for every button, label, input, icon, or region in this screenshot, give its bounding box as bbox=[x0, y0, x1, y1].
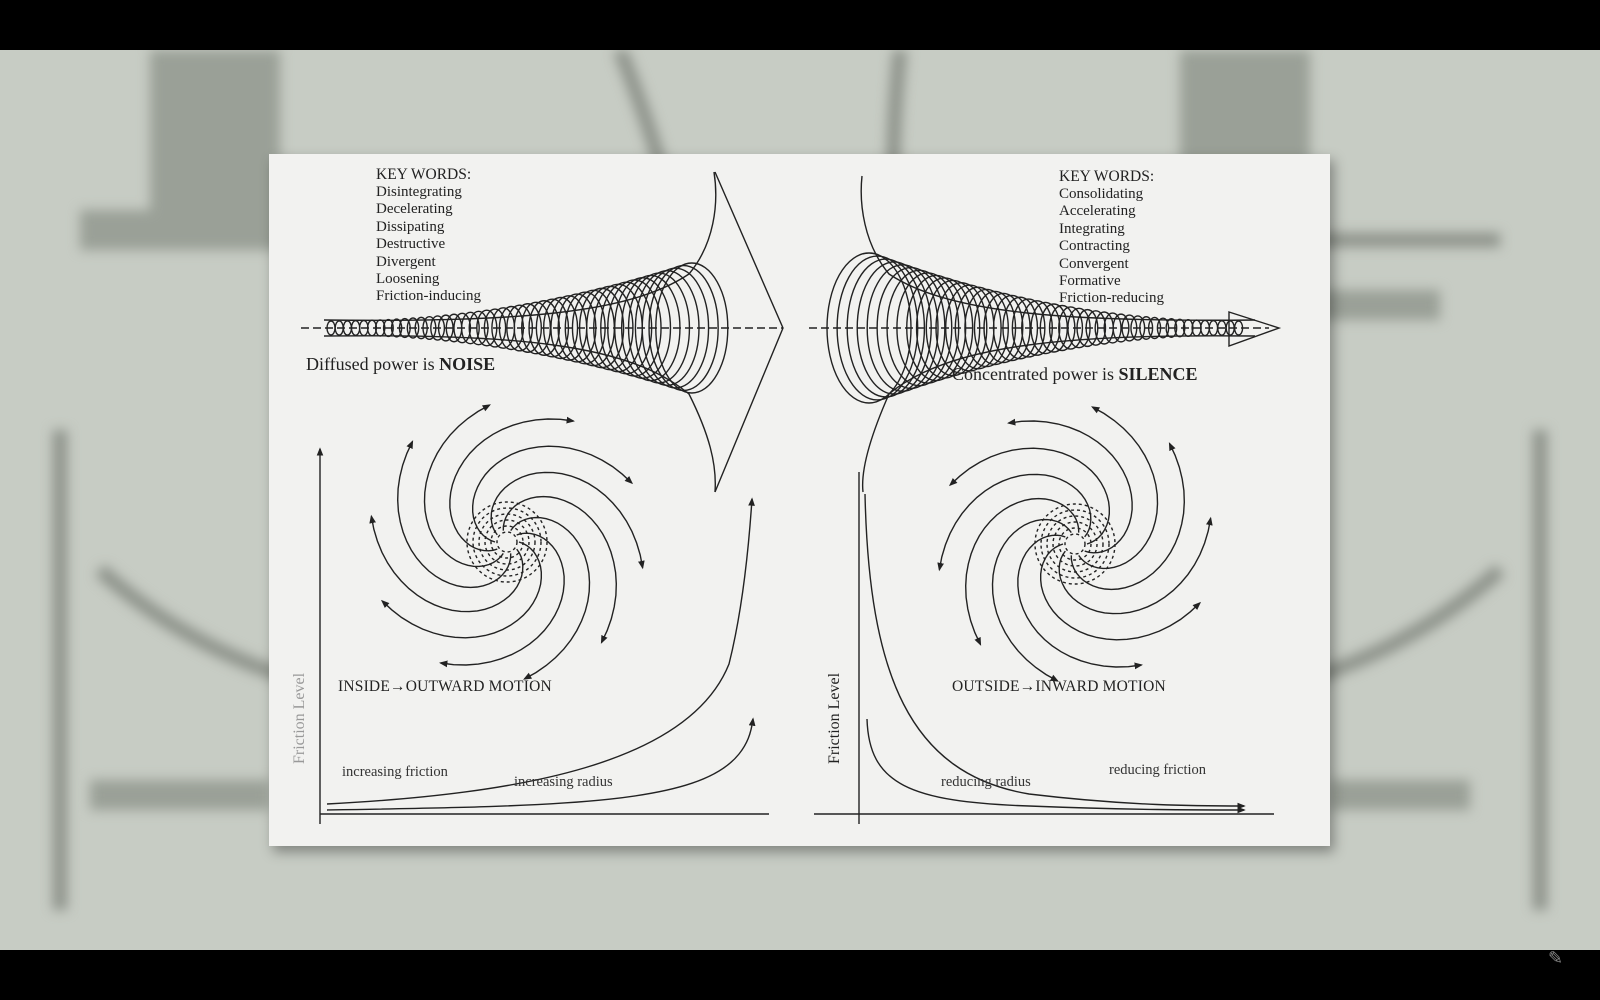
right-curve-label-friction: reducing friction bbox=[1109, 762, 1207, 778]
left-motion-label: INSIDE→OUTWARD MOTION bbox=[338, 678, 552, 695]
right-arrowhead bbox=[1229, 312, 1279, 346]
right-keywords-list bbox=[1059, 186, 1164, 308]
left-spiral-arm bbox=[450, 419, 573, 551]
left-spiral-arm bbox=[371, 516, 522, 611]
right-spiral-arm bbox=[1041, 544, 1200, 640]
left-keyword: Disintegrating bbox=[376, 184, 462, 200]
left-spiral-core-ring bbox=[497, 532, 517, 552]
right-spiral-arm bbox=[1059, 518, 1210, 613]
right-motion-label: OUTSIDE→INWARD MOTION bbox=[952, 678, 1166, 695]
right-spiral-core-ring bbox=[1041, 510, 1109, 578]
left-curve-friction bbox=[327, 499, 752, 804]
right-spiral-arm bbox=[966, 499, 1079, 645]
right-trumpet-lower bbox=[863, 336, 1255, 492]
left-caption bbox=[306, 354, 495, 375]
left-keyword: Friction-inducing bbox=[376, 288, 481, 305]
right-curve-radius bbox=[865, 494, 1244, 806]
left-spiral-arm bbox=[473, 446, 632, 542]
left-spiral-core-ring bbox=[479, 514, 535, 570]
right-caption-prefix: Concentrated power is bbox=[952, 364, 1119, 384]
left-keywords-title: KEY WORDS: bbox=[376, 166, 472, 183]
left-spiral-core-ring bbox=[491, 526, 523, 558]
right-spiral-core-ring bbox=[1059, 528, 1091, 560]
right-spiral-arm bbox=[939, 474, 1090, 569]
right-spiral-core-ring bbox=[1047, 516, 1103, 572]
left-spiral-arm bbox=[503, 497, 616, 643]
right-keyword: Formative bbox=[1059, 273, 1121, 290]
left-coil-loop bbox=[649, 266, 718, 391]
right-keywords-title: KEY WORDS: bbox=[1059, 168, 1155, 185]
left-caption-bold: NOISE bbox=[439, 354, 496, 374]
left-keyword: Destructive bbox=[376, 236, 446, 253]
left-spiral-arm bbox=[382, 542, 541, 638]
right-inward-spiral bbox=[939, 407, 1210, 681]
right-caption-bold: SILENCE bbox=[1118, 364, 1198, 384]
left-outward-spiral bbox=[371, 405, 642, 679]
right-spiral-core-ring bbox=[1065, 534, 1085, 554]
right-keyword: Contracting bbox=[1059, 238, 1130, 255]
right-spiral-arm bbox=[1009, 421, 1132, 553]
left-curve-label-radius: increasing radius bbox=[514, 774, 613, 790]
left-keyword: Decelerating bbox=[376, 201, 453, 218]
left-spiral-arm bbox=[441, 533, 564, 665]
left-arrowhead bbox=[715, 172, 783, 492]
left-y-axis-label: Friction Level bbox=[291, 672, 308, 764]
letterbox-top bbox=[0, 0, 1600, 50]
left-curve-label-friction: increasing friction bbox=[342, 764, 448, 780]
right-spiral-arm bbox=[1071, 444, 1184, 590]
left-keyword: Divergent bbox=[376, 253, 436, 270]
right-keyword: Convergent bbox=[1059, 255, 1129, 272]
right-y-axis-label: Friction Level bbox=[826, 672, 843, 764]
left-keywords-list bbox=[376, 184, 481, 306]
right-curve-label-radius: reducing radius bbox=[941, 774, 1031, 790]
left-spiral-arm bbox=[511, 518, 590, 679]
left-spiral-arm bbox=[398, 442, 511, 588]
right-caption bbox=[952, 364, 1197, 385]
right-keyword: Integrating bbox=[1059, 220, 1125, 237]
right-spiral-arm bbox=[950, 448, 1109, 544]
left-spiral-core-ring bbox=[473, 508, 541, 576]
right-keyword: Consolidating bbox=[1059, 186, 1144, 202]
letterbox-bottom bbox=[0, 950, 1600, 1000]
right-keyword: Accelerating bbox=[1059, 203, 1136, 220]
diagram-slide bbox=[269, 154, 1330, 846]
right-keyword: Friction-reducing bbox=[1059, 290, 1164, 307]
left-keyword: Loosening bbox=[376, 271, 440, 288]
left-spiral-arm bbox=[491, 472, 642, 567]
left-caption-prefix: Diffused power is bbox=[306, 354, 440, 374]
pen-icon[interactable]: ✎ bbox=[1548, 948, 1564, 969]
left-keyword: Dissipating bbox=[376, 218, 445, 235]
